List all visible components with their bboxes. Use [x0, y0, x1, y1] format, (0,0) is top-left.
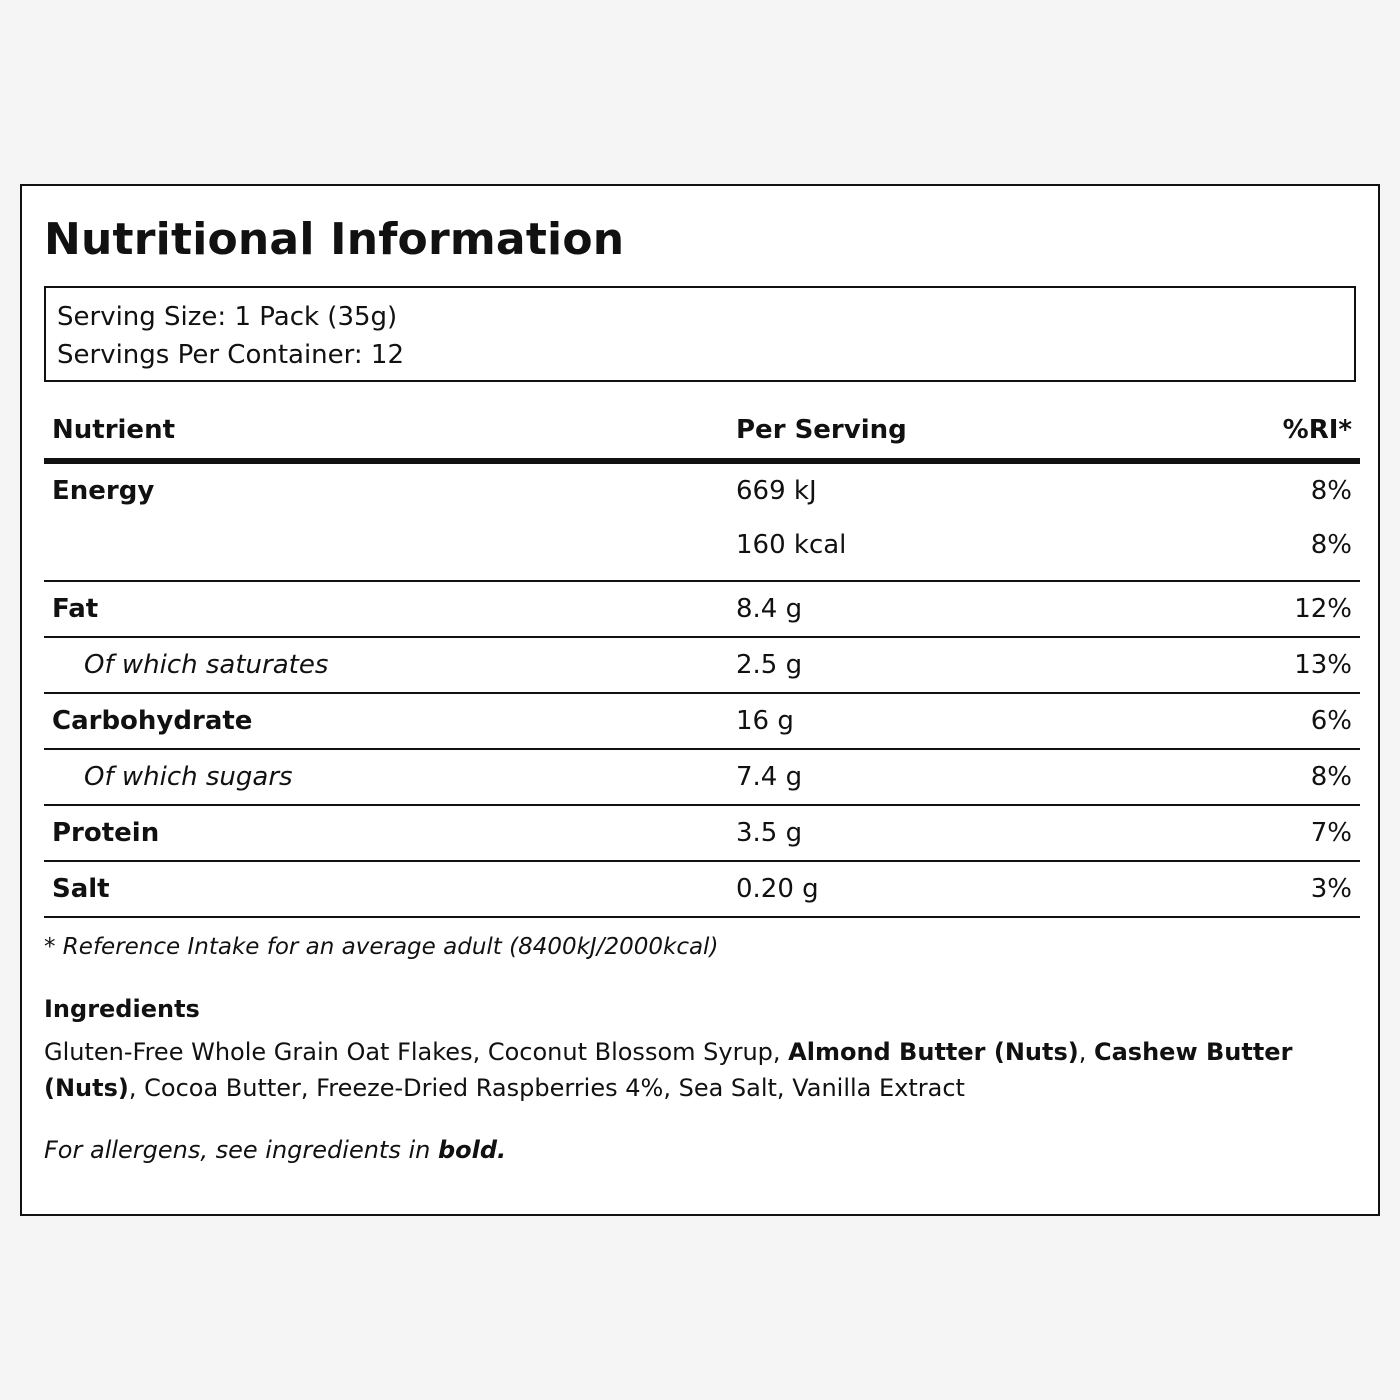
header-per-serving: Per Serving [736, 415, 907, 445]
page-title: Nutritional Information [44, 214, 625, 265]
table-row-protein [44, 806, 1360, 862]
header-nutrient: Nutrient [52, 415, 176, 445]
ingredients-list [44, 1034, 1334, 1106]
energy-kj-value: 669 kJ [736, 476, 817, 506]
nutrient-ri: 7% [1310, 818, 1352, 848]
table-row-salt [44, 862, 1360, 918]
energy-kcal-value: 160 kcal [736, 530, 847, 560]
nutrition-label [20, 184, 1380, 1216]
serving-size: Serving Size: 1 Pack (35g) [57, 302, 398, 332]
ingredients-part: , [1078, 1038, 1094, 1066]
nutrient-ri: 6% [1310, 706, 1352, 736]
nutrient-ri: 13% [1294, 650, 1352, 680]
nutrient-name: Protein [52, 818, 160, 848]
energy-kj-ri: 8% [1310, 476, 1352, 506]
reference-intake-footnote: * Reference Intake for an average adult (8400kJ/2000kcal) [44, 934, 719, 960]
table-row-fat [44, 582, 1360, 638]
nutrient-name: Carbohydrate [52, 706, 253, 736]
table-row-carbohydrate [44, 694, 1360, 750]
nutrient-name: Fat [52, 594, 99, 624]
nutrient-ri: 3% [1310, 874, 1352, 904]
nutrient-value: 8.4 g [736, 594, 803, 624]
ingredients-part: Gluten-Free Whole Grain Oat Flakes, Coconut Blossom Syrup, [44, 1038, 789, 1066]
nutrition-table [44, 398, 1360, 918]
table-row-energy [44, 464, 1360, 582]
header-ri: %RI* [1282, 415, 1352, 445]
table-row-sugars [44, 750, 1360, 806]
nutrient-name: Of which saturates [84, 650, 329, 680]
nutrient-ri: 12% [1294, 594, 1352, 624]
nutrient-ri: 8% [1310, 762, 1352, 792]
serving-info-box [44, 286, 1356, 382]
nutrient-value: 16 g [736, 706, 794, 736]
energy-kcal-ri: 8% [1310, 530, 1352, 560]
allergen-note-emphasis: bold. [437, 1136, 507, 1164]
ingredients-part: , Cocoa Butter, Freeze-Dried Raspberries 4%, Sea Salt, Vanilla Extract [128, 1074, 965, 1102]
nutrient-name: Salt [52, 874, 110, 904]
nutrient-value: 0.20 g [736, 874, 819, 904]
ingredients-heading: Ingredients [44, 995, 200, 1023]
ingredients-allergen: Cashew Butter (Nuts) [44, 1038, 1293, 1102]
nutrient-name: Of which sugars [84, 762, 293, 792]
table-header [44, 398, 1360, 464]
servings-per-container: Servings Per Container: 12 [57, 340, 405, 370]
nutrient-value: 7.4 g [736, 762, 803, 792]
nutrient-value: 3.5 g [736, 818, 803, 848]
allergen-note [44, 1132, 506, 1168]
nutrient-value: 2.5 g [736, 650, 803, 680]
allergen-note-text: For allergens, see ingredients in [44, 1136, 438, 1164]
table-row-saturates [44, 638, 1360, 694]
nutrient-name: Energy [52, 476, 155, 506]
ingredients-allergen: Almond Butter (Nuts) [788, 1038, 1079, 1066]
